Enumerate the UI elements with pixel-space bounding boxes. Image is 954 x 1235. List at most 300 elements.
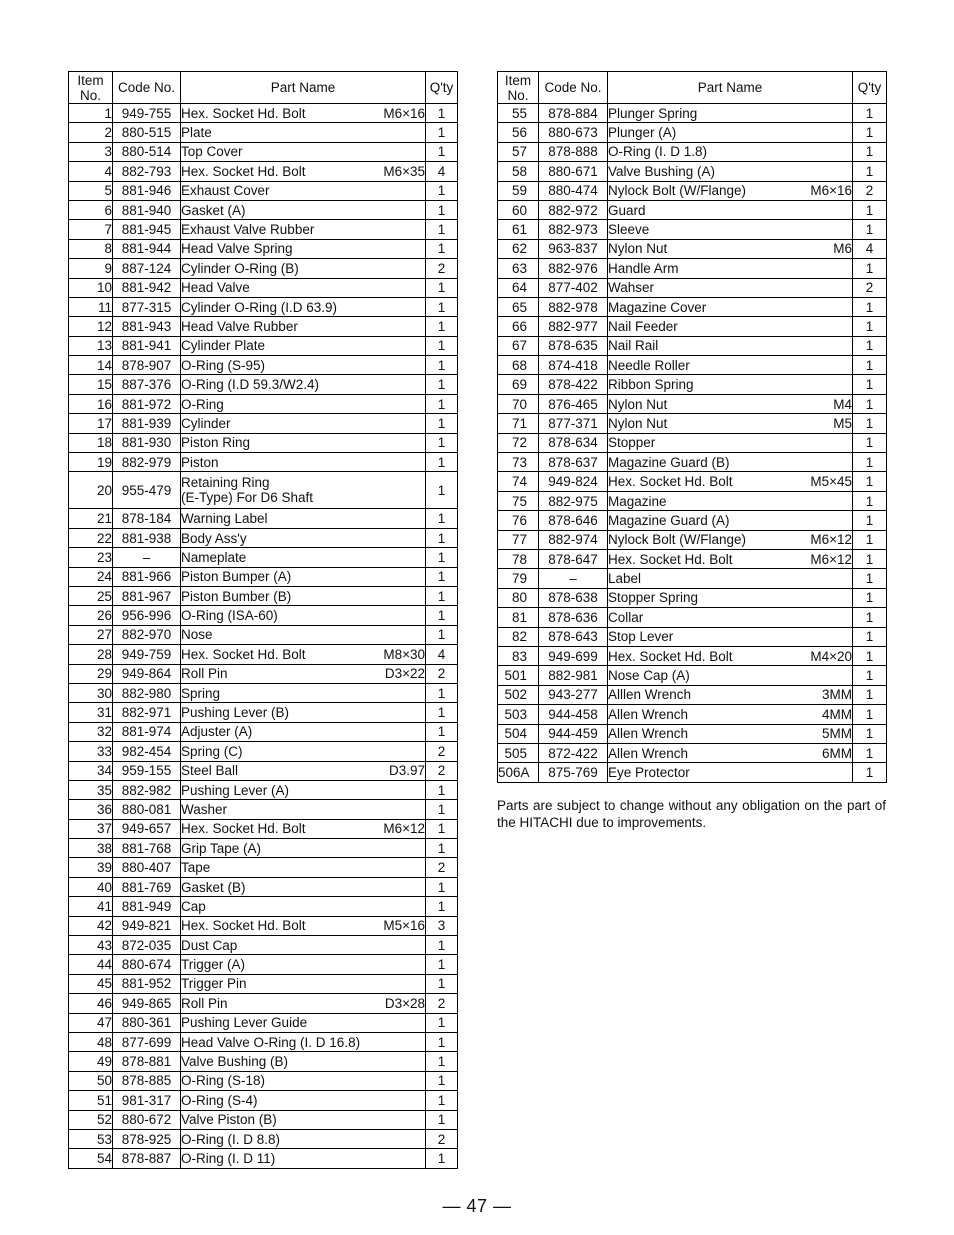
- qty-cell: 1: [426, 780, 458, 799]
- part-name-cell: [181, 858, 426, 877]
- table-row: [69, 181, 458, 200]
- qty-cell: 4: [426, 162, 458, 181]
- item-no-cell: 16: [69, 394, 113, 413]
- part-name-cell: [608, 142, 853, 161]
- item-no-cell: 46: [69, 994, 113, 1013]
- table-row: [69, 1129, 458, 1148]
- qty-cell: 1: [426, 375, 458, 394]
- qty-cell: 4: [853, 239, 887, 258]
- part-name: Grip Tape (A): [181, 840, 262, 856]
- table-row: [498, 220, 887, 239]
- code-no-cell: 943-277: [539, 685, 608, 704]
- item-no-cell: 31: [69, 703, 113, 722]
- code-no-cell: 881-946: [113, 181, 181, 200]
- part-name: Body Ass'y: [181, 530, 247, 546]
- code-no-cell: 956-996: [113, 606, 181, 625]
- item-no-cell: 43: [69, 936, 113, 955]
- code-no-cell: 882-978: [539, 297, 608, 316]
- item-no-cell: 8: [69, 239, 113, 258]
- code-no-cell: 881-943: [113, 317, 181, 336]
- code-no-cell: 949-864: [113, 664, 181, 683]
- item-no-cell: 30: [69, 683, 113, 702]
- part-name: Label: [608, 571, 642, 587]
- part-name-cell: [181, 916, 426, 935]
- qty-cell: 3: [426, 916, 458, 935]
- table-row: [69, 104, 458, 123]
- part-name: Washer: [181, 801, 228, 817]
- code-no-cell: 882-979: [113, 453, 181, 472]
- part-name: Piston Ring: [181, 435, 251, 451]
- item-no-cell: 53: [69, 1129, 113, 1148]
- table-row: [69, 414, 458, 433]
- part-name-cell: [181, 567, 426, 586]
- part-name-cell: [181, 394, 426, 413]
- qty-cell: 1: [426, 703, 458, 722]
- item-no-cell: 49: [69, 1052, 113, 1071]
- qty-cell: 1: [853, 336, 887, 355]
- code-no-cell: –: [539, 569, 608, 588]
- item-no-cell: 54: [69, 1149, 113, 1168]
- table-row: [69, 606, 458, 625]
- part-name-cell: [181, 1091, 426, 1110]
- part-name: O-Ring (S-4): [181, 1092, 258, 1108]
- table-body: [69, 104, 458, 1169]
- part-name: Nail Feeder: [608, 318, 678, 334]
- table-row: [69, 916, 458, 935]
- table-row: [498, 356, 887, 375]
- qty-cell: 2: [853, 181, 887, 200]
- item-no-cell: 20: [69, 472, 113, 509]
- part-name: Cylinder O-Ring (B): [181, 260, 299, 276]
- part-name-cell: [181, 936, 426, 955]
- part-name-cell: [608, 181, 853, 200]
- qty-cell: 1: [853, 511, 887, 530]
- code-no-cell: 881-940: [113, 200, 181, 219]
- part-name: Head Valve Rubber: [181, 318, 298, 334]
- part-name: Nylon Nut: [608, 415, 668, 431]
- part-name: Guard: [608, 202, 646, 218]
- table-row: [69, 955, 458, 974]
- table-row: [69, 1091, 458, 1110]
- qty-cell: 4: [426, 645, 458, 664]
- code-no-cell: 881-941: [113, 336, 181, 355]
- qty-cell: 1: [853, 743, 887, 762]
- table-row: [498, 123, 887, 142]
- part-name-cell: [608, 472, 853, 491]
- part-name-cell: [181, 317, 426, 336]
- item-no-cell: 26: [69, 606, 113, 625]
- part-name: Piston Bumber (B): [181, 588, 292, 604]
- item-no-cell: 503: [498, 705, 539, 724]
- item-no-cell: 73: [498, 453, 539, 472]
- qty-cell: 1: [853, 375, 887, 394]
- part-name-cell: [181, 606, 426, 625]
- part-name: Piston: [181, 454, 219, 470]
- code-no-cell: 878-888: [539, 142, 608, 161]
- item-no-cell: 1: [69, 104, 113, 123]
- part-spec: 4MM: [822, 706, 852, 722]
- part-spec: D3×22: [384, 666, 425, 682]
- part-name: Head Valve: [181, 280, 250, 296]
- item-no-cell: 39: [69, 858, 113, 877]
- table-row: [498, 685, 887, 704]
- part-name: Dust Cap: [181, 937, 238, 953]
- table-row: [69, 1052, 458, 1071]
- table-row: [69, 1013, 458, 1032]
- part-name-cell: [181, 433, 426, 452]
- item-no-cell: 5: [69, 181, 113, 200]
- qty-cell: 1: [426, 472, 458, 509]
- qty-cell: 1: [426, 317, 458, 336]
- qty-cell: 1: [853, 142, 887, 161]
- table-row: [498, 181, 887, 200]
- part-name: Hex. Socket Hd. Bolt: [181, 918, 306, 934]
- item-no-cell: 56: [498, 123, 539, 142]
- qty-cell: 1: [426, 819, 458, 838]
- part-name: Valve Bushing (A): [608, 163, 716, 179]
- code-no-cell: 881-966: [113, 567, 181, 586]
- part-name: Ribbon Spring: [608, 377, 694, 393]
- code-no-cell: 881-945: [113, 220, 181, 239]
- part-name-cell: [608, 162, 853, 181]
- item-no-cell: 37: [69, 819, 113, 838]
- code-no-cell: 880-671: [539, 162, 608, 181]
- part-name-cell: [181, 548, 426, 567]
- part-name-cell: [181, 162, 426, 181]
- part-name-cell: [181, 356, 426, 375]
- qty-cell: 1: [853, 123, 887, 142]
- part-spec: M5×45: [810, 474, 852, 490]
- table-row: [498, 763, 887, 782]
- table-body: [498, 104, 887, 783]
- item-no-cell: 67: [498, 336, 539, 355]
- part-name-cell: [181, 800, 426, 819]
- table-row: [69, 625, 458, 644]
- table-row: [498, 646, 887, 665]
- item-no-cell: 7: [69, 220, 113, 239]
- qty-cell: 1: [426, 220, 458, 239]
- item-no-cell: 71: [498, 414, 539, 433]
- part-name: Stopper: [608, 435, 656, 451]
- part-name-cell: [181, 123, 426, 142]
- part-name: Retaining Ring (E-Type) For D6 Shaft: [181, 475, 314, 506]
- table-row: [69, 664, 458, 683]
- item-no-cell: 506A: [498, 763, 539, 782]
- table-row: [69, 742, 458, 761]
- item-no-cell: 27: [69, 625, 113, 644]
- item-no-cell: 52: [69, 1110, 113, 1129]
- table-row: [69, 1149, 458, 1168]
- item-no-cell: 25: [69, 586, 113, 605]
- part-spec: M6×16: [383, 105, 425, 121]
- table-row: [498, 394, 887, 413]
- table-row: [69, 317, 458, 336]
- item-no-cell: 40: [69, 877, 113, 896]
- item-no-cell: 29: [69, 664, 113, 683]
- qty-cell: 1: [426, 722, 458, 741]
- table-row: [498, 588, 887, 607]
- part-name: Exhaust Valve Rubber: [181, 222, 315, 238]
- part-name: Allen Wrench: [608, 726, 689, 742]
- part-name: Valve Bushing (B): [181, 1054, 289, 1070]
- item-no-cell: 3: [69, 142, 113, 161]
- code-no-cell: 949-824: [539, 472, 608, 491]
- item-no-cell: 59: [498, 181, 539, 200]
- part-name: Allen Wrench: [608, 706, 689, 722]
- part-name-cell: [181, 259, 426, 278]
- table-row: [69, 433, 458, 452]
- item-no-cell: 10: [69, 278, 113, 297]
- qty-cell: 1: [426, 1052, 458, 1071]
- table-header: [498, 72, 887, 104]
- part-name: Wahser: [608, 280, 655, 296]
- code-no-cell: 878-637: [539, 453, 608, 472]
- qty-cell: 1: [426, 1013, 458, 1032]
- item-no-cell: 60: [498, 200, 539, 219]
- code-no-cell: 949-657: [113, 819, 181, 838]
- qty-cell: 1: [853, 530, 887, 549]
- table-row: [69, 259, 458, 278]
- part-name-cell: [608, 453, 853, 472]
- qty-cell: 1: [853, 356, 887, 375]
- code-no-cell: 874-418: [539, 356, 608, 375]
- part-name-cell: [181, 104, 426, 123]
- code-no-cell: 882-973: [539, 220, 608, 239]
- part-spec: M6×12: [383, 821, 425, 837]
- part-name-cell: [181, 819, 426, 838]
- item-no-cell: 13: [69, 336, 113, 355]
- code-no-cell: 955-479: [113, 472, 181, 509]
- part-name-cell: [181, 877, 426, 896]
- parts-change-note: Parts are subject to change without any obligation on the part of the HITACHI due to improvements.: [497, 798, 886, 830]
- part-name-cell: [608, 239, 853, 258]
- item-no-cell: 23: [69, 548, 113, 567]
- item-no-cell: 14: [69, 356, 113, 375]
- item-no-cell: 66: [498, 317, 539, 336]
- table-row: [69, 528, 458, 547]
- item-no-cell: 81: [498, 608, 539, 627]
- qty-cell: 1: [853, 608, 887, 627]
- part-name-cell: [181, 200, 426, 219]
- header-code-no: Code No.: [113, 72, 181, 104]
- table-row: [69, 162, 458, 181]
- table-row: [69, 453, 458, 472]
- part-name-cell: [181, 278, 426, 297]
- qty-cell: 1: [426, 955, 458, 974]
- code-no-cell: 949-755: [113, 104, 181, 123]
- table-row: [498, 259, 887, 278]
- qty-cell: 2: [426, 742, 458, 761]
- item-no-cell: 82: [498, 627, 539, 646]
- table-row: [498, 336, 887, 355]
- item-no-cell: 57: [498, 142, 539, 161]
- code-no-cell: 878-884: [539, 104, 608, 123]
- part-name: Steel Ball: [181, 763, 239, 779]
- code-no-cell: –: [113, 548, 181, 567]
- table-row: [69, 974, 458, 993]
- item-no-cell: 501: [498, 666, 539, 685]
- part-name: Exhaust Cover: [181, 183, 270, 199]
- qty-cell: 1: [426, 200, 458, 219]
- part-name: Gasket (B): [181, 879, 246, 895]
- part-name: Cylinder: [181, 415, 231, 431]
- table-row: [498, 569, 887, 588]
- item-no-cell: 41: [69, 897, 113, 916]
- part-name-cell: [608, 414, 853, 433]
- table-row: [498, 317, 887, 336]
- part-name: Eye Protector: [608, 764, 690, 780]
- item-no-cell: 70: [498, 394, 539, 413]
- item-no-cell: 12: [69, 317, 113, 336]
- table-row: [69, 780, 458, 799]
- part-name-cell: [181, 1129, 426, 1148]
- qty-cell: 1: [426, 586, 458, 605]
- table-row: [69, 819, 458, 838]
- part-name-cell: [181, 1052, 426, 1071]
- code-no-cell: 882-974: [539, 530, 608, 549]
- table-row: [69, 123, 458, 142]
- part-name-cell: [181, 375, 426, 394]
- part-name-cell: [608, 123, 853, 142]
- code-no-cell: 880-674: [113, 955, 181, 974]
- part-name-cell: [181, 239, 426, 258]
- code-no-cell: 875-769: [539, 763, 608, 782]
- code-no-cell: 881-952: [113, 974, 181, 993]
- qty-cell: 1: [853, 588, 887, 607]
- code-no-cell: 878-647: [539, 549, 608, 568]
- code-no-cell: 981-317: [113, 1091, 181, 1110]
- qty-cell: 1: [426, 936, 458, 955]
- part-name-cell: [608, 743, 853, 762]
- qty-cell: 2: [426, 664, 458, 683]
- part-name: Allen Wrench: [608, 745, 689, 761]
- code-no-cell: 882-982: [113, 780, 181, 799]
- table-header: [69, 72, 458, 104]
- part-name: Spring (C): [181, 743, 243, 759]
- item-no-cell: 80: [498, 588, 539, 607]
- table-row: [498, 162, 887, 181]
- code-no-cell: 881-768: [113, 839, 181, 858]
- table-row: [69, 683, 458, 702]
- code-no-cell: 880-474: [539, 181, 608, 200]
- part-name: Warning Label: [181, 511, 268, 527]
- table-row: [498, 375, 887, 394]
- part-name-cell: [181, 472, 426, 509]
- table-row: [69, 548, 458, 567]
- part-name: O-Ring (ISA-60): [181, 608, 278, 624]
- part-name-cell: [181, 453, 426, 472]
- item-no-cell: 76: [498, 511, 539, 530]
- item-no-cell: 63: [498, 259, 539, 278]
- table-row: [498, 627, 887, 646]
- part-name-cell: [608, 627, 853, 646]
- qty-cell: 1: [426, 336, 458, 355]
- part-name-cell: [181, 974, 426, 993]
- qty-cell: 2: [426, 1129, 458, 1148]
- part-name-cell: [181, 1110, 426, 1129]
- item-no-cell: 502: [498, 685, 539, 704]
- table-row: [498, 491, 887, 510]
- part-name: Stop Lever: [608, 629, 674, 645]
- header-qty: Q'ty: [426, 72, 458, 104]
- part-name-cell: [181, 955, 426, 974]
- table-row: [69, 336, 458, 355]
- code-no-cell: 881-949: [113, 897, 181, 916]
- part-name-cell: [608, 394, 853, 413]
- code-no-cell: 880-673: [539, 123, 608, 142]
- code-no-cell: 882-977: [539, 317, 608, 336]
- code-no-cell: 944-459: [539, 724, 608, 743]
- item-no-cell: 24: [69, 567, 113, 586]
- part-name: Spring: [181, 685, 221, 701]
- item-no-cell: 18: [69, 433, 113, 452]
- table-row: [498, 549, 887, 568]
- table-row: [69, 839, 458, 858]
- code-no-cell: 878-638: [539, 588, 608, 607]
- part-name-cell: [181, 722, 426, 741]
- table-row: [498, 705, 887, 724]
- table-row: [69, 1110, 458, 1129]
- qty-cell: 1: [426, 297, 458, 316]
- table-row: [69, 1032, 458, 1051]
- code-no-cell: 878-634: [539, 433, 608, 452]
- part-name-cell: [181, 414, 426, 433]
- part-name: Plunger Spring: [608, 105, 698, 121]
- part-name: Pushing Lever (A): [181, 782, 290, 798]
- table-row: [69, 375, 458, 394]
- qty-cell: 1: [426, 414, 458, 433]
- part-name: Nameplate: [181, 549, 247, 565]
- part-name: Nose: [181, 627, 213, 643]
- part-name-cell: [608, 530, 853, 549]
- part-name-cell: [181, 703, 426, 722]
- item-no-cell: 34: [69, 761, 113, 780]
- part-name: Head Valve Spring: [181, 241, 293, 257]
- part-name: O-Ring: [181, 396, 224, 412]
- header-part-name: Part Name: [181, 72, 426, 104]
- part-name-cell: [608, 356, 853, 375]
- qty-cell: 1: [853, 259, 887, 278]
- code-no-cell: 877-315: [113, 297, 181, 316]
- qty-cell: 1: [426, 625, 458, 644]
- table-row: [498, 530, 887, 549]
- code-no-cell: 882-976: [539, 259, 608, 278]
- part-name: O-Ring (S-18): [181, 1073, 266, 1089]
- code-no-cell: 880-672: [113, 1110, 181, 1129]
- qty-cell: 1: [426, 683, 458, 702]
- part-name: Magazine Guard (A): [608, 512, 730, 528]
- item-no-cell: 9: [69, 259, 113, 278]
- item-no-cell: 17: [69, 414, 113, 433]
- qty-cell: 1: [426, 974, 458, 993]
- qty-cell: 1: [853, 297, 887, 316]
- item-no-cell: 28: [69, 645, 113, 664]
- qty-cell: 1: [426, 433, 458, 452]
- item-no-cell: 2: [69, 123, 113, 142]
- table-row: [69, 472, 458, 509]
- qty-cell: 1: [853, 549, 887, 568]
- item-no-cell: 64: [498, 278, 539, 297]
- item-no-cell: 4: [69, 162, 113, 181]
- item-no-cell: 45: [69, 974, 113, 993]
- part-spec: 5MM: [822, 726, 852, 742]
- qty-cell: 1: [426, 877, 458, 896]
- part-name-cell: [181, 142, 426, 161]
- qty-cell: 1: [853, 394, 887, 413]
- page-number: — 47 —: [442, 1196, 512, 1216]
- code-no-cell: 944-458: [539, 705, 608, 724]
- part-name-cell: [181, 897, 426, 916]
